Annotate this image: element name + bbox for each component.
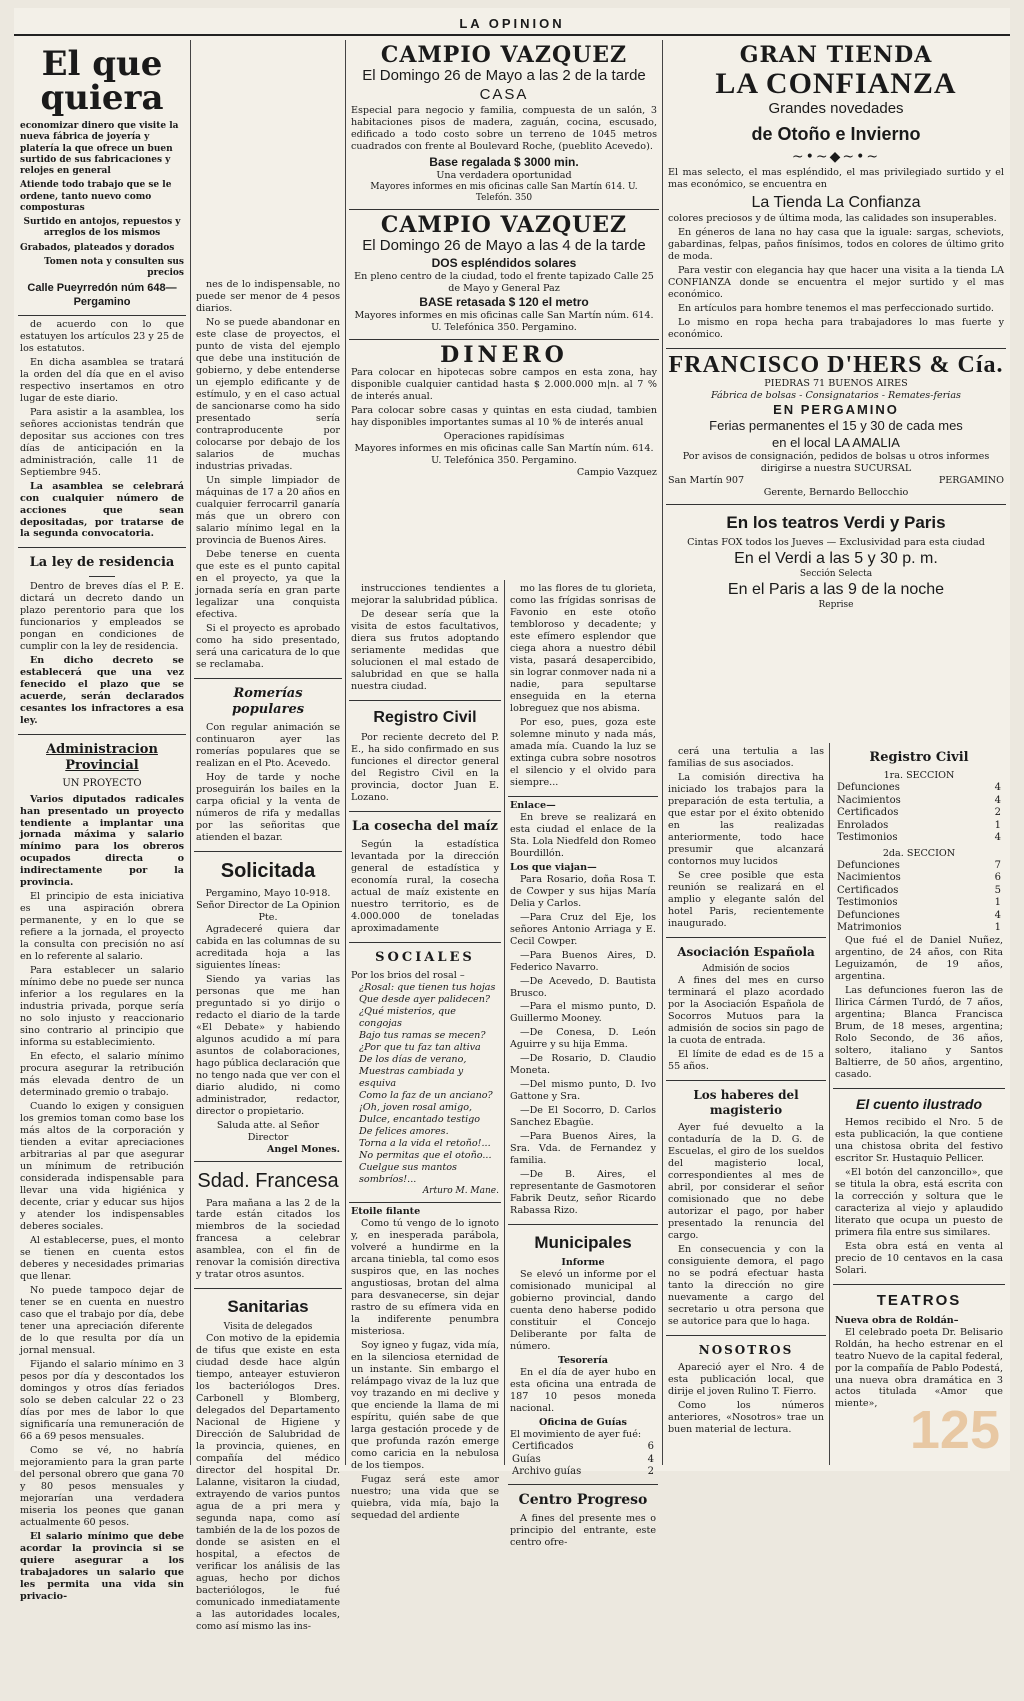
paragraph: —De Conesa, D. León Aguirre y su hija Emma. [510, 1027, 656, 1051]
table-cell: Defunciones [837, 782, 900, 794]
table-cell: 4 [994, 909, 1001, 921]
table-cell: 2 [994, 807, 1001, 819]
table-cell: 1 [994, 897, 1001, 909]
headline: Sdad. Francesa [197, 1169, 339, 1192]
paragraph: La comisión directiva ha iniciado los trabajos para la preparación de esta tertulia, a que estar por el éxito obtenido en las realizadas anteriormente, todo hace presumir que alcanzará contornos muy lucidos [668, 771, 824, 867]
ad-season: de Otoño e Invierno [751, 123, 921, 144]
ad-body: Para colocar sobre casas y quintas en esta ciudad, tambien hay disponibles importantes sumas al 10 % de interés anual [351, 405, 657, 429]
headline: Centro Progreso [518, 1491, 648, 1508]
column-6 [833, 743, 1005, 1463]
article-cosecha [349, 812, 501, 943]
poem-line: Torna a la vida el retoño!... [359, 1137, 491, 1149]
jewelry-ad-title: El que quiera [40, 44, 164, 118]
table-row [835, 922, 1003, 935]
poem-line: De felices amores. [359, 1125, 449, 1137]
article-sanitarias [194, 1289, 342, 1639]
column-1 [18, 40, 186, 1602]
column-4 [508, 580, 658, 1549]
article-nosotros [666, 1336, 826, 1443]
poem-line: ¿Qué misterios, que congojas [359, 1006, 456, 1030]
poem-line: Que desde ayer palidecen? [359, 994, 491, 1006]
paragraph: Siendo ya varias las personas que me han preguntado si yo dirijo o redacto el diario de la tarde «El Debate» y habiendo algunos acudido a mí para asuntos de colaboraciones, hago pública declaración que no tengo nada que ver con el diario aludido, ni como administrador, redactor, director o propietario. [196, 973, 340, 1117]
ad-paris: En el Paris a las 9 de la noche [727, 581, 945, 599]
paragraph: Si el proyecto es aprobado como ha sido presentado, será una caricatura de lo que se reclamaba. [196, 622, 340, 670]
poem-intro: Por los brios del rosal – [351, 970, 465, 982]
paragraph: Para Rosario, doña Rosa T. de Cowper y sus hijas María Delia y Carlos. [510, 873, 656, 909]
article-etoile [349, 1203, 501, 1529]
table-row [510, 1454, 656, 1467]
paragraph: El límite de edad es de 15 a 55 años. [668, 1048, 824, 1072]
paragraph: En efecto, el salario mínimo procura asegurar la retribución más elevada dentro de un determinado gremio o trabajo. [20, 1051, 184, 1099]
paragraph: En breve se realizará en esta ciudad el enlace de la Sta. Lola Niedfeld don Romeo Bourdillón. [510, 811, 656, 859]
table-row [835, 832, 1003, 845]
jewelry-ad-line: economizar dinero que visite la nueva fábrica de joyería y platería la que ofrece un buen surtido de sus fabricaciones y relojes en general [20, 121, 179, 176]
headline: Administracion Provincial [46, 741, 158, 773]
headline: Etoile filante [351, 1206, 421, 1218]
table-row [510, 1466, 656, 1479]
paragraph: En dicho decreto se establecerá que una vez fenecido el plazo que se acuerde, serán declarados cesantes los infractores a esa ley. [20, 654, 184, 726]
archive-stamp: 125 [909, 1400, 1000, 1460]
paragraph: Fijando el salario mínimo en 3 pesos por día y descontados los domingos y otros días feriados solo se deben calcular 22 o 23 días por mes de labor lo que significaría una remuneración de 66 a 69 pesos mensuales. [20, 1358, 184, 1442]
subheadline: Visita de delegados [223, 1321, 313, 1332]
table-cell: 4 [994, 794, 1001, 806]
article-cuento [833, 1089, 1005, 1285]
ad-address: PIEDRAS 71 BUENOS AIRES [764, 378, 908, 390]
paragraph: Al establecerse, pues, el monto se tienen en cuenta estos deberes y necesidades primarias que llenar. [20, 1234, 184, 1282]
headline: TEATROS [876, 1291, 962, 1309]
poem-line: Muestras cambiada y esquiva [359, 1066, 464, 1089]
table-row [835, 795, 1003, 808]
ad-date: El Domingo 26 de Mayo a las 2 de la tarde [362, 67, 646, 85]
table-cell: 6 [647, 1441, 654, 1453]
table-cell: 1 [994, 819, 1001, 831]
poem [351, 982, 499, 1186]
table-cell: 4 [994, 782, 1001, 794]
article-residence [18, 548, 186, 734]
ad-footer [668, 475, 1004, 487]
ad-title: CAMPIO VAZQUEZ [380, 42, 628, 68]
table-row [835, 807, 1003, 820]
paragraph: A fines del presente mes o principio del entrante, este centro ofre- [510, 1513, 656, 1549]
paragraph: El principio de esta iniciativa es una aspiración obrera permanente, y en lo que se refiere a la jornada, el proyecto la consulta con precisión no así en lo referente al salario. [20, 891, 184, 963]
table-row [835, 860, 1003, 873]
paragraph: —Para Buenos Aires, la Sra. Vda. de Fernandez y familia. [510, 1131, 656, 1167]
subheadline: 1ra. SECCION [883, 770, 955, 782]
real-estate-ads [349, 40, 659, 580]
paragraph: Según la estadística levantada por la dirección general de estadística y economía rural, la cosecha actual de maíz existente en nuestro territorio, es de 4.000.000 de toneladas aproximadamente [351, 839, 499, 934]
paragraph: Como se vé, no habría mejoramiento para la gran parte del personal obrero que gana 70 y 80 pesos mensuales y mejorarían una verdadera miseria los peones que ganan actualmente 60 pesos. [20, 1444, 184, 1528]
ad-body: Para vestir con elegancia hay que hacer una visita a la tienda LA CONFIANZA donde se encuentra el mejor surtido y el mas económico. [668, 264, 1004, 300]
table-cell: Matrimonios [837, 922, 902, 934]
column-divider [190, 40, 191, 1465]
paragraph: cerá una tertulia a las familias de sus asociados. [668, 746, 824, 769]
ad-verdi-sub: Sección Selecta [799, 569, 873, 580]
paragraph: Ayer fué devuelto a la contaduría de la D. G. de Escuelas, el giro de los sueldos del magisterio local, correspondientes al mes de abril, por considerar el señor comisionado que no debe autorizar el pago, por haber presentado la renuncia del cargo. [668, 1121, 824, 1241]
paragraph: El celebrado poeta Dr. Belisario Roldán, ha hecho estrenar en el teatro Nuevo de la capital federal, por la compañía de Pablo Podestá, una nueva obra dramática en 3 actos titulada «Amor que miente», [835, 1326, 1003, 1410]
table-cell: Nacimientos [837, 872, 901, 884]
subheadline: Admisión de socios [702, 963, 790, 974]
paragraph: nes de lo indispensable, no puede ser menor de 4 pesos diarios. [196, 279, 340, 314]
store-ads [666, 40, 1006, 740]
table-row [835, 782, 1003, 795]
ad-novedades: Grandes novedades [768, 100, 904, 118]
ad-address-2: San Martín 907 [668, 474, 745, 486]
table-cell: Certificados [837, 807, 899, 819]
table-cell: 7 [994, 859, 1001, 871]
paragraph: Por reciente decreto del P. E., ha sido confirmado en sus funciones el director general del Registro Civil en la provincia, doctor Juan E. Lozano. [351, 731, 499, 803]
ad-body: Para colocar en hipotecas sobre campos en esta zona, hay disponible cualquier cantidad hasta $ 2.000.000 m|n. al 7 % de interés anual. [351, 367, 657, 403]
table-cell: Defunciones [837, 909, 900, 921]
poem-line: ¿Por que tu faz tan altiva [359, 1042, 481, 1054]
ad-date: El Domingo 26 de Mayo a las 4 de la tarde [362, 237, 646, 255]
paragraph: Hemos recibido el Nro. 5 de esta publicación, la que contiene una chistosa obrita del festivo escritor Sr. Hustaquio Pellicer. [835, 1117, 1003, 1164]
ad-house: CASA [479, 85, 529, 103]
paragraph: Cuando lo exigen y consiguen los gremios toman como base los más altos de la corporación y tienden a evitar apreciaciones arbitrarias al par que asegurar un mínimum de retribución considerada indispensable para llevar una vida higiénica y decente, criar y educar sus hijos y atender los indispensables deberes sociales. [20, 1101, 184, 1232]
poem-line: No permitas que el otoño... [359, 1149, 492, 1161]
jewelry-ad-line: Grabados, plateados y dorados [20, 242, 175, 253]
ad-title: CAMPIO VAZQUEZ [380, 212, 628, 239]
jewelry-ad-address: Calle Pueyrredón núm 648—Pergamino [27, 282, 177, 308]
column-divider [345, 40, 346, 1465]
article-francesa [194, 1162, 342, 1290]
social-notes [508, 797, 658, 1225]
ad-body: colores preciosos y de última moda, las calidades son insuperables. [668, 212, 997, 224]
subheadline: Nueva obra de Roldán– [835, 1314, 959, 1326]
ad-body: Lo mismo en ropa hecha para trabajadores lo mas fuerte y económico. [668, 316, 1004, 340]
jewelry-ad-line: Tomen nota y consulten sus precios [44, 256, 184, 278]
column-5 [666, 743, 826, 1463]
divider [89, 576, 115, 577]
column-divider [504, 580, 505, 1465]
paragraph: El salario mínimo que debe acordar la provincia si se quiere asegurar a los trabajadores un salario que les permita una vida sin privacio- [20, 1530, 184, 1602]
campio-ad-1 [349, 40, 659, 210]
signature: Angel Mones. [266, 1143, 340, 1155]
table-cell: Certificados [837, 884, 899, 896]
article-municipales [508, 1225, 658, 1485]
paragraph: En dicha asamblea se tratará la orden del día que en el aviso respectivo insertamos en otro lugar de este diario. [20, 356, 184, 404]
paragraph: Apareció ayer el Nro. 4 de esta publicación local, que dirije el joven Rulino T. Fierro. [668, 1361, 824, 1397]
article-sociales [349, 943, 501, 1203]
poem-line: Como la faz de un anciano? [359, 1089, 493, 1101]
headline: La ley de residencia [29, 555, 175, 571]
jewelry-ad [18, 40, 186, 316]
paragraph: En el día de ayer hubo en esta oficina una entrada de 187 10 pesos moneda nacional. [510, 1367, 656, 1415]
subheadline: Tesorería [557, 1355, 608, 1367]
ad-base: BASE retasada $ 120 el metro [419, 295, 589, 310]
paragraph: Agradeceré quiera dar cabida en las columnas de su acreditada hoja a las siguientes líneas: [196, 923, 340, 971]
paragraph: Para establecer un salario mínimo debe no puede ser nunca inferior a los regulares en la industria privada, porque sería no solo injusto y reaccionario sino contrario al principio que informa su establecimiento. [20, 965, 184, 1049]
table-cell: 2 [647, 1466, 654, 1478]
ad-info: Mayores informes en mis oficinas calle San Martín 614. U. Telefón. 350 [370, 181, 638, 203]
ad-info: Mayores informes en mis oficinas calle San Martín núm. 614. U. Telefónica 350. Pergamino. [354, 310, 654, 333]
table-cell: Archivo guías [512, 1466, 582, 1478]
paragraph: Que fué el de Daniel Nuñez, argentino, de 24 años, con Rita Leguizamón, de 19 años, argentina. [835, 934, 1003, 982]
headline: NOSOTROS [698, 1342, 794, 1357]
paragraph: Esta obra está en venta al precio de 10 centavos en la casa Solari. [835, 1240, 1003, 1276]
table-cell: 6 [994, 872, 1001, 884]
paragraph: Varios diputados radicales han presentado un proyecto tendiente a implantar una jornada máxima y salario mínimo para los obreros ocupados directa o indirectamente por la provincia. [20, 793, 184, 889]
paragraph: —De El Socorro, D. Carlos Sanchez Ebagüe. [510, 1105, 656, 1129]
column-3 [349, 580, 501, 1521]
ad-local: en el local LA AMALIA [772, 434, 900, 450]
paragraph: Para mañana a las 2 de la tarde están citados los miembros de la sociedad francesa a celebrar asamblea, con el fin de renovar la comisión directiva y tratar otros asuntos. [196, 1197, 340, 1281]
subheadline: Oficina de Guías [539, 1417, 627, 1429]
la-confianza-ad [666, 40, 1006, 349]
table-cell: Testimonios [837, 832, 898, 844]
paragraph: No puede tampoco dejar de tener se en cuenta en nuestro caso que el trabajo por día, debe tener una apreciación diferente de lo que resulta por día un jornal mensual. [20, 1284, 184, 1356]
store-name-2: La Tienda La Confianza [751, 193, 921, 211]
poem-line: Dulce, encantado testigo [359, 1113, 481, 1125]
seccion1-table [835, 782, 1003, 845]
paragraph: —De Rosario, D. Claudio Moneta. [510, 1053, 656, 1077]
store-name: LA CONFIANZA [715, 67, 957, 101]
headline: El cuento ilustrado [855, 1095, 982, 1112]
masthead: LA OPINION [14, 10, 1010, 36]
newspaper-page [14, 8, 1010, 1632]
paragraph: Dentro de breves días el P. E. dictará un decreto dando un plazo perentorio para que los funcionarios y empleados se pongan en condiciones de cumplir con la ley de residencia. [20, 580, 184, 652]
ad-body: Por avisos de consignación, pedidos de bolsas u otros informes dirigirse a nuestra SUCURSAL [682, 450, 990, 474]
table-cell: Defunciones [837, 859, 900, 871]
article-haberes [666, 1081, 826, 1336]
ad-body: En artículos para hombre tenemos el mas perfeccionado surtido. [678, 302, 994, 314]
cinema-ad [666, 505, 1006, 617]
guias-intro: El movimiento de ayer fué: [510, 1429, 642, 1441]
paragraph: De desear sería que la visita de estos facultativos, diera sus frutos adoptando seriamente medidas que solucionen el mal estado de salubridad en que se halla nuestra ciudad. [351, 608, 499, 692]
guias-table [510, 1441, 656, 1479]
subheadline: 2da. SECCION [882, 847, 956, 859]
paragraph: —Para Buenos Aires, D. Federico Navarro. [510, 949, 656, 973]
paragraph: —De Acevedo, D. Bautista Brusco. [510, 975, 656, 999]
headline: La cosecha del maíz [352, 818, 498, 834]
paragraph: A fines del mes en curso terminará el plazo acordado por la Asociación Española de Socorros Mutuos para la admisión de socios sin pago de la cuota de entrada. [668, 975, 824, 1046]
flourish-icon: ~•~◆~•~ [791, 149, 881, 166]
headline: Municipales [534, 1233, 632, 1253]
salutation: Señor Director de La Opinion Pte. [196, 899, 340, 923]
ad-ferias: Ferias permanentes el 15 y 30 de cada mes [709, 418, 963, 434]
poem-line: Cuelgue sus mantos sombríos!... [359, 1161, 457, 1185]
paragraph: Se cree posible que esta reunión se realizará en el amplio y elegante salón del hotel Paris, recientemente inaugurado. [668, 869, 824, 929]
paragraph: —Para Cruz del Eje, los señores Antonio Arriaga y E. Cecil Cowper. [510, 911, 656, 947]
ad-pergamino: EN PERGAMINO [773, 402, 899, 418]
paragraph: Con regular animación se continuaron ayer las romerías populares que se realizan en el Pto. Acevedo. [196, 722, 340, 769]
campio-ad-2 [349, 210, 659, 340]
table-row [835, 872, 1003, 885]
article-asociacion [666, 938, 826, 1081]
ad-solares: DOS espléndidos solares [431, 256, 577, 271]
article-registro [349, 701, 501, 812]
paragraph: instrucciones tendientes a mejorar la salubridad pública. [351, 583, 499, 606]
article-etoile-cont [508, 580, 658, 797]
paragraph: —Para el mismo punto, D. Guillermo Mooney. [510, 1001, 656, 1025]
ad-title: En los teatros Verdi y Paris [726, 512, 946, 532]
ad-body: En géneros de lana no hay casa que la iguale: sargas, scheviots, gabardinas, felpas, paños finísimos, todos en colores de último grito de moda. [668, 226, 1004, 262]
ad-city: PERGAMINO [938, 474, 1004, 486]
article-centro-progreso [508, 1485, 658, 1556]
dhers-ad [666, 349, 1006, 505]
dinero-ad [349, 340, 659, 484]
paragraph: Las defunciones fueron las de Ilirica Cármen Turdó, de 7 años, argentina; Blanca Francisca Brum, de 18 meses, argentina; Rolo Secondo, de 36 años, soltero, italiano y Santos Baltierre, de 50 años, argentino, casado. [835, 984, 1003, 1080]
headline: Solicitada [220, 859, 316, 882]
poem-line: Bajo tus ramas se mecen? [359, 1030, 486, 1042]
article-solicitada [194, 852, 342, 1162]
article-assembly [18, 316, 186, 549]
ad-info: Mayores informes en mis oficinas calle San Martín núm. 614. U. Telefónica 350. Pergamino. [354, 443, 654, 467]
jewelry-ad-line: Surtido en antojos, repuestos y arreglos de los mismos [23, 217, 181, 239]
ad-title: DINERO [440, 341, 568, 368]
paragraph: Se elevó un informe por el comisionado municipal al gobierno provincial, dando cuenta deno haberse podido constituir el Concejo Deliberante por falta de número. [510, 1269, 656, 1353]
paragraph: Hoy de tarde y noche proseguirán los bailes en la carpa oficial y la venta de números de rifa y medallas por las señoritas que atienden el bazar. [196, 771, 340, 843]
article-project-cont [194, 276, 342, 679]
table-cell: Guías [512, 1453, 541, 1465]
ad-body: El mas selecto, el mas espléndido, el mas privilegiado surtido y el mas económico, se encuentra en [668, 166, 1004, 190]
article-sanitarias-cont [349, 580, 501, 701]
ad-manager: Gerente, Bernardo Bellocchio [763, 486, 909, 498]
paragraph: mo las flores de tu glorieta, como las frígidas sonrisas de Favonio en este otoño tembloroso y decadente; y este efímero esplendor que ciega ahora a nuestro débil vista, pasará desapercibido, sin lograr conmover nada ni a nadie, para sepultarse enseguida en la eterna lobreguez que nos abisma. [510, 583, 656, 714]
paragraph: La asamblea se celebrará con cualquier número de acciones que sean depositadas, por tratarse de la segunda convocatoria. [20, 480, 184, 540]
subheadline: Informe [561, 1257, 605, 1269]
ad-sub: Cintas FOX todos los Jueves — Exclusividad para esta ciudad [687, 537, 985, 549]
seccion2-table [835, 860, 1003, 935]
ad-paris-sub: Reprise [818, 600, 854, 611]
article-teatros [833, 1285, 1005, 1418]
table-cell: 4 [647, 1453, 654, 1465]
paragraph: Como los números anteriores, «Nosotros» trae un buen material de lectura. [668, 1399, 824, 1435]
poem-line: ¡Oh, joven rosal amigo, [359, 1101, 473, 1113]
subheadline: Enlace— [510, 799, 556, 811]
table-cell: Enrolados [837, 819, 889, 831]
ad-ops: Operaciones rapidísimas [443, 431, 565, 443]
table-cell: Nacimientos [837, 794, 901, 806]
table-row [835, 910, 1003, 923]
table-cell: 4 [994, 832, 1001, 844]
dateline: Pergamino, Mayo 10-918. [205, 887, 331, 899]
paragraph: Fugaz será este amor nuestro; una vida que se quiebra, vida mía, bajo la sequedad del ardiente [351, 1473, 499, 1521]
closing: Saluda atte. al Señor Director [216, 1119, 320, 1143]
ad-line: Fábrica de bolsas - Consignatarios - Remates-ferias [711, 390, 961, 402]
headline: Los haberes del magisterio [693, 1087, 799, 1117]
headline: Asociación Española [677, 944, 815, 959]
column-divider [829, 743, 830, 1465]
paragraph: No se puede abandonar en este clase de proyectos, el punto de vista del ejemplo que debe una institución de gobierno, y debe entenderse un ejemplo edificante y de estímulo, y en el caso actual de sancionarse como ha sido presentado sería contraproducente por colocarse por debajo de los salarios de muchas industrias privadas. [196, 316, 340, 472]
jewelry-ad-line: Atiende todo trabajo que se le ordene, tanto nuevo como composturas [20, 180, 172, 213]
column-divider [662, 40, 663, 1465]
article-admin [18, 735, 186, 1610]
headline: Registro Civil [869, 750, 969, 765]
ad-oportunity: Una verdadera oportunidad [436, 169, 572, 181]
paragraph: Para asistir a la asamblea, los señores accionistas tendrán que depositar sus acciones con tres días de anticipación en la administración, calle 11 de Septiembre 945. [20, 406, 184, 478]
table-row [835, 897, 1003, 910]
table-row [835, 885, 1003, 898]
ad-title: FRANCISCO D'HERS & Cía. [668, 351, 1004, 378]
paragraph: En consecuencia y con la consiguiente demora, el pago no se podrá efectuar hasta tanto la dirección no gire nuevamente a cargo del secretario u otra persona que se autorice para que lo haga. [668, 1243, 824, 1327]
poem-author: Arturo M. Mane. [422, 1185, 499, 1196]
paragraph: —Del mismo punto, D. Ivo Gattone y Sra. [510, 1079, 656, 1103]
table-cell: Testimonios [837, 897, 898, 909]
paragraph: Como tú vengo de lo ignoto y, en inesperada parábola, volveré a hundirme en la arcana tiniebla, tal como esos suspiros que, en las noches angustiosas, brotan del alma para desvanecerse, sin dejar rastro de su efímera vida en la indiferente penumbra misteriosa. [351, 1218, 499, 1337]
headline: Registro Civil [373, 708, 477, 726]
poem-line: ¿Rosal: que tienen tus hojas [359, 982, 496, 994]
ad-base: Base regalada $ 3000 min. [429, 154, 579, 169]
poem-line: De los días de verano, [359, 1054, 467, 1066]
headline: Sanitarias [227, 1297, 309, 1317]
table-cell: 1 [994, 922, 1001, 934]
article-registro-civil [833, 743, 1005, 1089]
paragraph: Con motivo de la epidemia de tifus que existe en esta ciudad desde hace algún tiempo, anteayer estuvieron los bacteriólogos Dres. Carbonell y Blomberg, delegados del Departamento Nacional de Higiene y Dirección de Salubridad de la provincia, quienes, en compañía del médico director del hospital Dr. Lalanne, visitaron la ciudad, extrayendo de varios puntos agua de a pri mera y segunda napa, como así también de la de los pozos de donde se asisten en el hospital, a efectos de verificar los análisis de las aguas, hecho por dichos bacteriólogos, le fué comunicado inmediatamente a las autoridades locales, como así mismo las ins- [196, 1332, 340, 1632]
paragraph: de acuerdo con lo que estatuyen los artículos 23 y 25 de los estatutos. [20, 318, 184, 354]
ad-body: En pleno centro de la ciudad, todo el frente tapizado Calle 25 de Mayo y General Paz [354, 271, 654, 295]
table-cell: 5 [994, 884, 1001, 896]
subheadline: Los que viajan— [510, 861, 597, 873]
paragraph: Un simple limpiador de máquinas de 17 a 20 años en cualquier ferrocarril ganaría más que un obrero con salario mínimo legal en la provincia de Buenos Aires. [196, 474, 340, 546]
table-cell: Certificados [512, 1441, 574, 1453]
paragraph: Debe tenerse en cuenta que este es el punto capital en el proyecto, ya que la jornada sería en gran parte legalizar una conquista efectiva. [196, 548, 340, 620]
column-2 [194, 276, 342, 1701]
paragraph: Por eso, pues, goza este solemne minuto y nada más, amada mía. Cuando la luz se extinga cubra sobre nosotros el silencio y el olvido para siempre... [510, 716, 656, 788]
table-row [510, 1441, 656, 1454]
ad-verdi: En el Verdi a las 5 y 30 p. m. [734, 550, 938, 568]
headline: SOCIALES [375, 949, 475, 965]
subheadline: UN PROYECTO [62, 778, 142, 790]
ad-title: GRAN TIENDA [739, 42, 933, 68]
ad-body: Especial para negocio y familia, compuesta de un salón, 3 habitaciones pisos de madera, zaguán, cocina, escusado, edificado a todo costo sobre un terreno de 1045 metros cuadrados con frente al Boulevard Roche, (pueblito Acevedo). [351, 104, 657, 152]
article-centro-cont [666, 743, 826, 938]
headline: Romerías populares [231, 685, 305, 717]
ad-signature: Campio Vazquez [576, 467, 657, 479]
article-romerias [194, 679, 342, 852]
table-row [835, 820, 1003, 833]
paragraph: «El botón del canzoncillo», que se titula la obra, está escrita con la corrección y soltura que le caracteriza al viejo y aplaudido literato que ocupa un puesto de primera fila entre sus similares. [835, 1166, 1003, 1238]
paragraph: —De B. Aires, el representante de Gasmotoren Fabrik Deutz, señor Ricardo Rabassa Rizo. [510, 1169, 656, 1217]
paragraph: Soy igneo y fugaz, vida mía, en la silenciosa eternidad de un instante. Sin embargo el relámpago vivaz de la luz que voy trazando en mi declive y que enciende la llama de mi espíritu, quién sabe de que larga gestación procede y de que profunda razón emerge como caricia en la nebulosa de los tiempos. [351, 1339, 499, 1471]
